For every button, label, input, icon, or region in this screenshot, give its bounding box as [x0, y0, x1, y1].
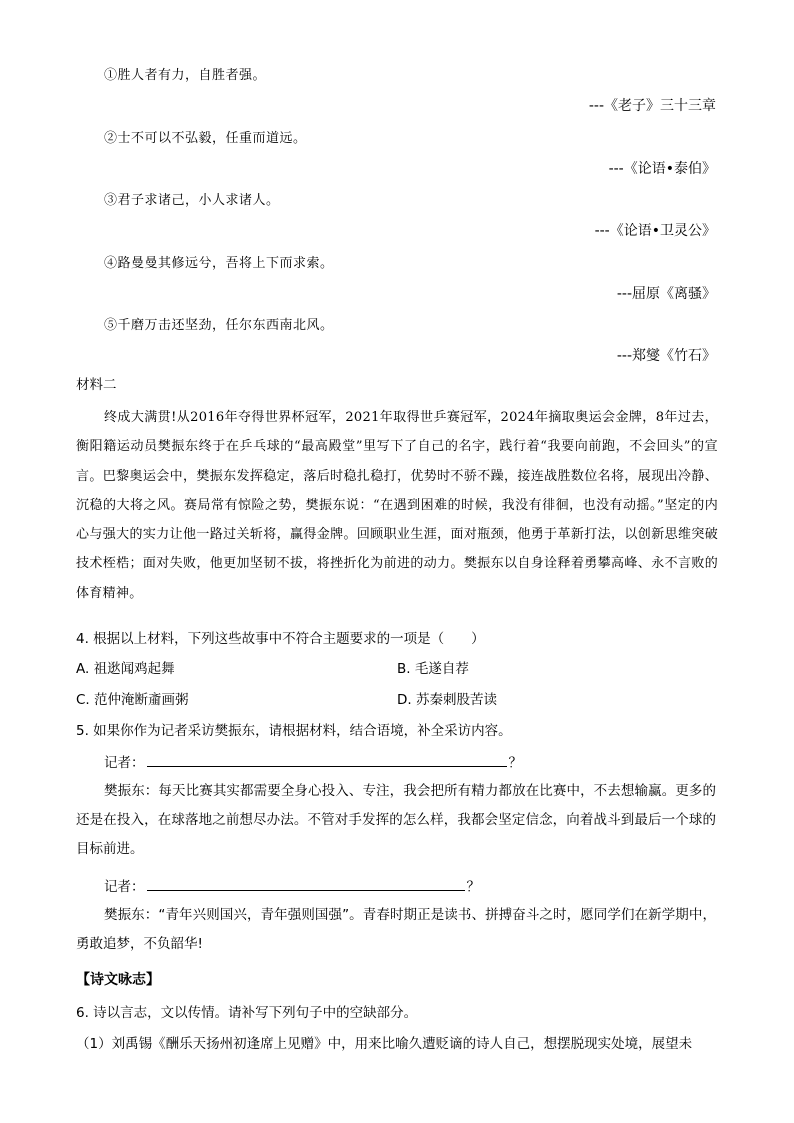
quote-4-source: ---屈原《离骚》: [616, 286, 716, 302]
reporter-label-2: 记者：: [104, 879, 145, 895]
q6-item-1: （1）刘禹锡《酬乐天扬州初逢席上见赠》中，用来比喻久遭贬谪的诗人自己，想摆脱现实处境，展望未: [76, 1036, 693, 1052]
material-two-label: 材料二: [76, 377, 117, 393]
q6-stem: 6. 诗以言志，文以传情。请补写下列句子中的空缺部分。: [76, 1005, 418, 1021]
quote-1-source: ---《老子》三十三章: [588, 98, 716, 114]
quote-5-source: ---郑燮《竹石》: [616, 348, 716, 364]
fan-answer-1: 樊振东：每天比赛其实都需要全身心投入、专注，我会把所有精力都放在比赛中，不去想输赢。更多的还是在投入，在球落地之前想尽办法。不管对手发挥的怎么样，我都会坚定信念，向着战斗到最后一个球的目标前进。: [76, 783, 716, 857]
q4-option-d: D. 苏秦刺股苦读: [397, 692, 497, 708]
quote-3-source: ---《论语•卫灵公》: [594, 223, 716, 239]
quote-2-source: ---《论语•泰伯》: [608, 161, 716, 177]
quote-5: ⑤千磨万击还坚劲，任尔东西南北风。: [104, 318, 334, 333]
q4-option-a: A. 祖逖闻鸡起舞: [76, 661, 175, 677]
q4-option-b: B. 毛遂自荐: [397, 661, 469, 677]
quote-3: ③君子求诸己，小人求诸人。: [104, 193, 280, 208]
fan-answer-2: 樊振东：“青年兴则国兴，青年强则国强”。青春时期正是读书、拼搏奋斗之时，愿同学们在新学期中，勇敢追梦，不负韶华!: [76, 907, 716, 952]
material-two-paragraph: 终成大满贯!从2016年夺得世界杯冠军，2021年取得世乒赛冠军，2024年摘取奥运会金牌，8年过去，衡阳籍运动员樊振东终于在乒乓球的“最高殿堂”里写下了自己的名字，践行着“我要向前跑，不会回头”的宣言。巴黎奥运会中，樊振东发挥稳定，落后时稳扎稳打，优势时不骄不躁，接连战胜数位名将，展现出冷静、沉稳的大将之风。赛局常有惊险之势，樊振东说：“在遇到困难的时候，我没有徘徊，也没有动摇。”坚定的内心与强大的实力让他一路过关斩将，赢得金牌。回顾职业生涯，面对瓶颈，他勇于革新打法，以创新思维突破技术桎梏；面对失败，他更加坚韧不拔，将挫折化为前进的动力。樊振东以自身诠释着勇攀高峰、永不言败的体育精神。: [76, 410, 718, 601]
q4-option-c: C. 范仲淹断齑画粥: [76, 692, 189, 708]
question-mark-2: ？: [466, 879, 480, 895]
q4-stem: 4. 根据以上材料，下列这些故事中不符合主题要求的一项是（ ）: [76, 631, 485, 647]
quote-4: ④路曼曼其修远兮，吾将上下而求索。: [104, 256, 334, 271]
question-mark-1: ？: [508, 755, 522, 771]
quote-2: ②士不可以不弘毅，任重而道远。: [104, 131, 307, 146]
reporter-label-1: 记者：: [104, 755, 145, 771]
quote-1: ①胜人者有力，自胜者强。: [104, 68, 267, 83]
reporter-question-2-row: [104, 875, 480, 895]
answer-blank-1[interactable]: [147, 753, 507, 767]
section-title: 【诗文咏志】: [76, 972, 160, 988]
answer-blank-2[interactable]: [147, 877, 465, 891]
q5-stem: 5. 如果你作为记者采访樊振东，请根据材料，结合语境，补全采访内容。: [76, 723, 512, 739]
reporter-question-1-row: [104, 751, 522, 771]
